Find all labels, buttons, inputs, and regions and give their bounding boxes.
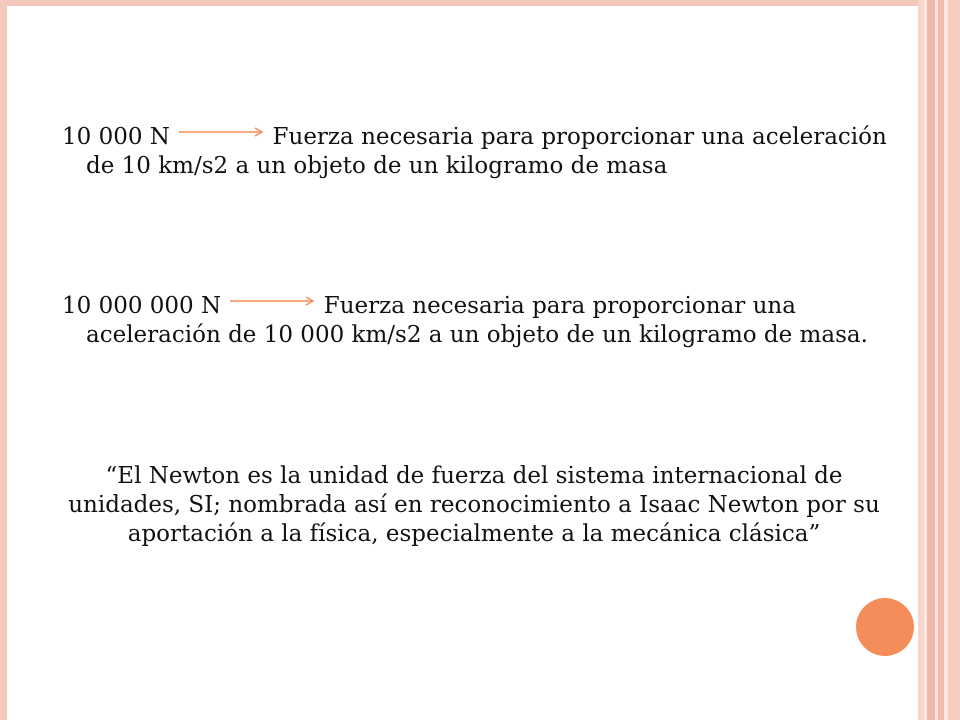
newton-quote: “El Newton es la unidad de fuerza del sistema internacional de unidades, SI; nombrada así en reconocimiento a Isaac Newton por su aportación a la física, especialmente a la mecánica clásica”	[68, 463, 880, 547]
accent-circle	[856, 598, 914, 656]
force-value-2: 10 000 000 N	[62, 293, 222, 319]
arrow-right-icon	[177, 127, 265, 137]
force-description-2: Fuerza necesaria para proporcionar una aceleración de 10 000 km/s2 a un objeto de un kilogramo de masa.	[86, 293, 868, 348]
arrow-right-icon	[228, 296, 316, 306]
force-value-1: 10 000 N	[62, 124, 170, 150]
force-item-2	[62, 292, 906, 350]
frame-left-border	[0, 0, 7, 720]
force-description-1: Fuerza necesaria para proporcionar una aceleración de 10 km/s2 a un objeto de un kilogramo de masa	[86, 124, 887, 179]
decorative-stripes	[918, 0, 960, 720]
frame-top-border	[0, 0, 918, 6]
force-item-1	[62, 123, 906, 181]
